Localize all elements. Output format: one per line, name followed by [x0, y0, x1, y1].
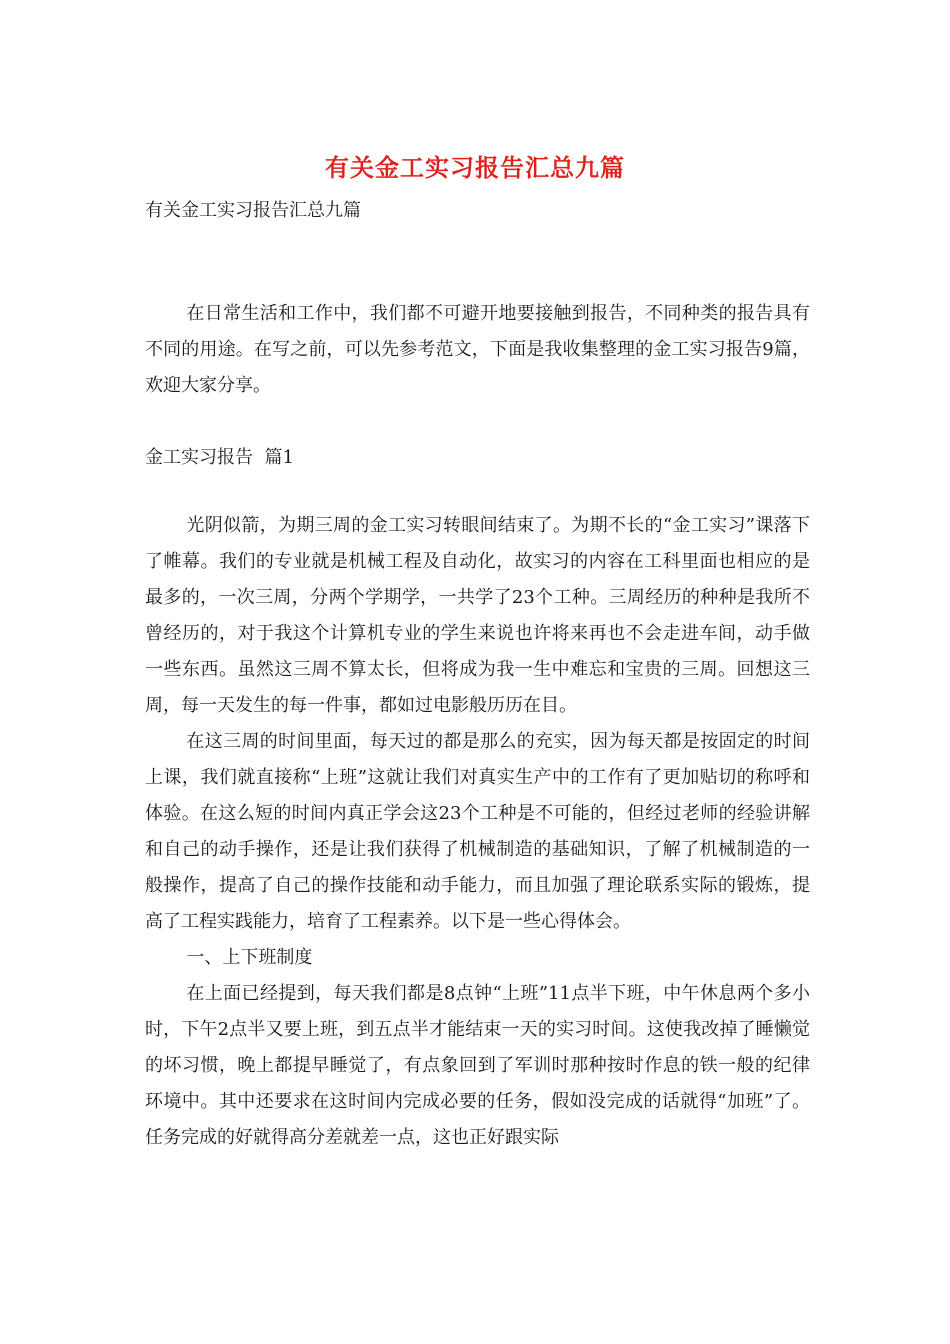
document-title: 有关金工实习报告汇总九篇: [325, 153, 625, 182]
intro-block: [145, 296, 810, 404]
article-body: [145, 508, 810, 1156]
section-heading: 金工实习报告 篇1: [145, 447, 294, 468]
body-paragraph-2: 在这三周的时间里面，每天过的都是那么的充实，因为每天都是按固定的时间上课，我们就直接称“上班”这就让我们对真实生产中的工作有了更加贴切的称呼和体验。在这么短的时间内真正学会这23个工种是不可能的，但经过老师的经验讲解和自己的动手操作，还是让我们获得了机械制造的基础知识，了解了机械制造的一般操作，提高了自己的操作技能和动手能力，而且加强了理论联系实际的锻炼，提高了工程实践能力，培育了工程素养。以下是一些心得体会。: [145, 731, 810, 932]
intro-paragraph: 在日常生活和工作中，我们都不可避开地要接触到报告，不同种类的报告具有不同的用途。在写之前，可以先参考范文，下面是我收集整理的金工实习报告9篇，欢迎大家分享。: [145, 303, 810, 396]
sub-heading-schedule: 一、上下班制度: [186, 947, 313, 968]
body-paragraph-3: 在上面已经提到，每天我们都是8点钟“上班”11点半下班，中午休息两个多小时，下午2点半又要上班，到五点半才能结束一天的实习时间。这使我改掉了睡懒觉的坏习惯，晚上都提早睡觉了，有点象回到了军训时那种按时作息的铁一般的纪律环境中。其中还要求在这时间内完成必要的任务，假如没完成的话就得“加班”了。任务完成的好就得高分差就差一点，这也正好跟实际: [145, 983, 810, 1148]
body-paragraph-1: 光阴似箭，为期三周的金工实习转眼间结束了。为期不长的“金工实习”课落下了帷幕。我们的专业就是机械工程及自动化，故实习的内容在工科里面也相应的是最多的，一次三周，分两个学期学，一共学了23个工种。三周经历的种种是我所不曾经历的，对于我这个计算机专业的学生来说也许将来再也不会走进车间，动手做一些东西。虽然这三周不算太长，但将成为我一生中难忘和宝贵的三周。回想这三周，每一天发生的每一件事，都如过电影般历历在目。: [145, 515, 810, 716]
document-subtitle: 有关金工实习报告汇总九篇: [145, 200, 361, 221]
